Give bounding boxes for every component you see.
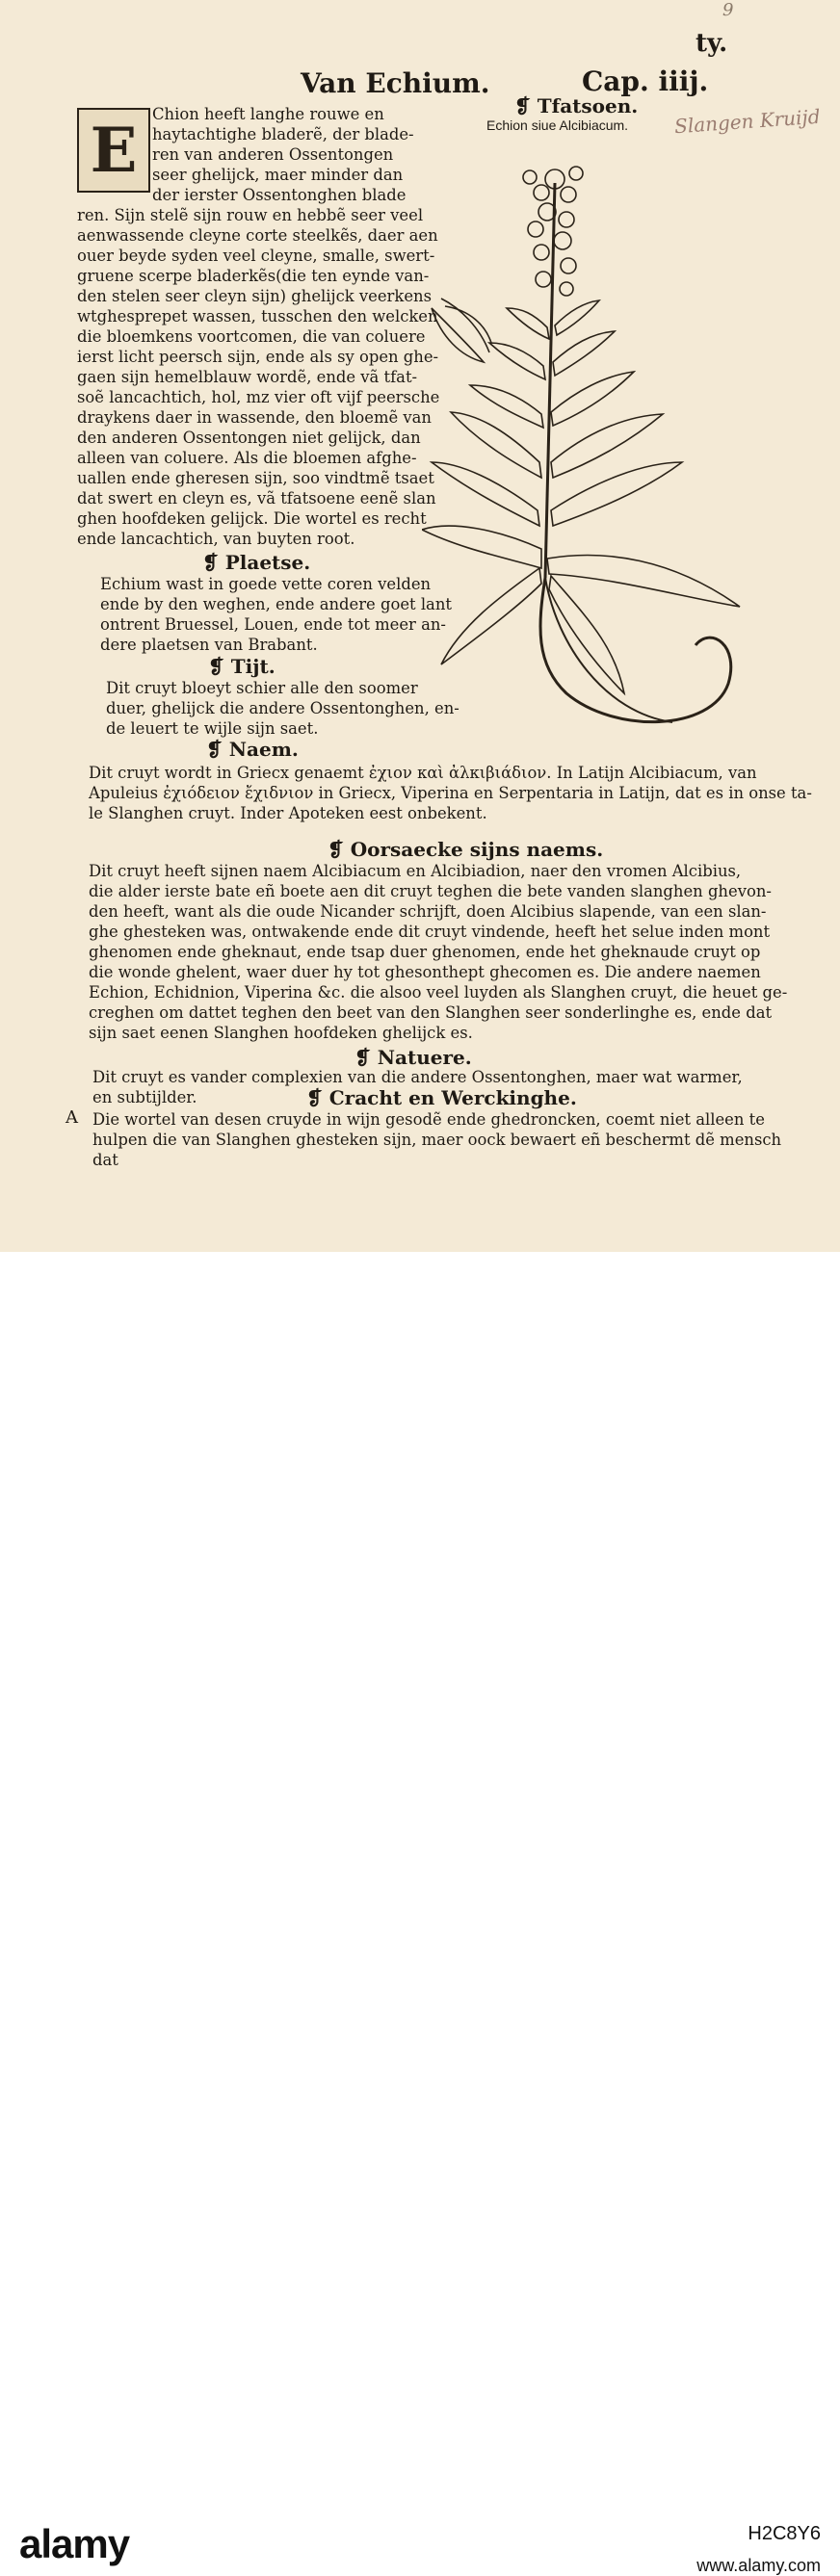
heading-oorsaecke: ❡ Oorsaecke sijns naems. — [328, 838, 604, 861]
text-line: aenwassende cleyne corte steelkẽs, daer aen — [77, 226, 438, 245]
text-line: hulpen die van Slanghen ghesteken sijn, maer oock bewaert eñ beschermt dẽ mensch — [92, 1131, 782, 1149]
plant-woodcut-illustration — [422, 144, 749, 751]
text-line: Echium wast in goede vette coren velden — [100, 575, 432, 593]
text-line: Chion heeft langhe rouwe en — [152, 105, 384, 123]
decorated-initial: E — [77, 108, 150, 193]
handwritten-note: Slangen Kruijd — [673, 104, 822, 139]
text-line: ghen hoofdeken gelijck. Die wortel es recht — [77, 509, 427, 528]
text-line: Apuleius ἐχιόδειον ἔχιδνιον in Griecx, Viperina en Serpentaria in Latijn, dat es in onse ta- — [89, 784, 812, 802]
chapter-number: Cap. iiij. — [582, 65, 709, 97]
text-line: alleen van coluere. Als die bloemen afghe- — [77, 449, 417, 467]
text-line: uallen ende gheresen sijn, soo vindtmẽ tsaet — [77, 469, 434, 487]
text-line: gruene scerpe bladerkẽs(die ten eynde van- — [77, 267, 430, 285]
text-line: sijn saet eenen Slanghen hoofdeken ghelijck es. — [89, 1024, 473, 1042]
text-line: die wonde ghelent, waer duer hy tot ghesonthept ghecomen es. Die andere naemen — [89, 963, 761, 981]
source-url: www.alamy.com — [696, 2556, 821, 2575]
text-line: Dit cruyt heeft sijnen naem Alcibiacum en Alcibiadion, naer den vromen Alcibius, — [89, 862, 742, 880]
text-line: draykens daer in wassende, den bloemẽ van — [77, 408, 432, 427]
text-line: Echion, Echidnion, Viperina &c. die alsoo veel luyden als Slanghen cruyt, die heuet ge- — [89, 983, 788, 1002]
image-id: H2C8Y6 — [748, 2523, 821, 2544]
text-line: ouer beyde syden veel cleyne, smalle, swert- — [77, 247, 435, 265]
text-line: Dit cruyt wordt in Griecx genaemt ἐχιον καὶ ἀλκιβιάδιον. In Latijn Alcibiacum, van — [89, 764, 757, 782]
text-line: Die wortel van desen cruyde in wijn gesodẽ ende ghedroncken, coemt niet alleen te — [92, 1110, 765, 1129]
text-line: creghen om dattet teghen den beet van den Slanghen seer sonderlinghe es, ende dat — [89, 1003, 773, 1022]
heading-cracht: ❡ Cracht en Werckinghe. — [306, 1086, 577, 1109]
brand-logo: alamy — [19, 2521, 130, 2566]
text-line: en subtijlder. — [92, 1088, 197, 1106]
text-line: den anderen Ossentongen niet gelijck, dan — [77, 429, 421, 447]
text-line: ren van anderen Ossentongen — [152, 145, 394, 164]
plaetse-paragraph — [100, 574, 452, 655]
text-line: ren. Sijn stelẽ sijn rouw en hebbẽ seer veel — [77, 206, 424, 224]
text-line: den stelen seer cleyn sijn) ghelijck veerkens — [77, 287, 432, 305]
text-line: wtghesprepet wassen, tusschen den welcken — [77, 307, 438, 325]
text-line: le Slanghen cruyt. Inder Apoteken eest onbekent. — [89, 804, 487, 822]
text-line: de leuert te wijle sijn saet. — [106, 719, 319, 738]
chapter-title: Van Echium. — [301, 67, 490, 99]
heading-fatsoen: ❡ Tfatsoen. — [514, 94, 639, 117]
text-line: haytachtighe bladerẽ, der blade- — [152, 125, 414, 143]
oorsaecke-paragraph — [89, 861, 787, 1043]
text-line: die alder ierste bate eñ boete aen dit cruyt teghen die bete vanden slanghen ghevon- — [89, 882, 772, 900]
heading-natuere: ❡ Natuere. — [354, 1046, 472, 1069]
text-line: duer, ghelijck die andere Ossentonghen, en- — [106, 699, 459, 717]
text-line: ghe ghesteken was, ontwakende ende dit cruyt vindende, heeft het selue inden mont — [89, 923, 771, 941]
text-line: Dit cruyt es vander complexien van die andere Ossentonghen, maer wat warmer, — [92, 1068, 743, 1086]
intro-paragraph — [77, 104, 439, 549]
text-line: ghenomen ende gheknaut, ende tsap duer ghenomen, ende het gheknaude cruyt op — [89, 943, 761, 961]
text-line: den heeft, want als die oude Nicander schrijft, doen Alcibius slapende, van een slan- — [89, 902, 767, 921]
text-line: gaen sijn hemelblauw wordẽ, ende vã tfat- — [77, 368, 418, 386]
heading-naem: ❡ Naem. — [206, 738, 299, 761]
text-line: ierst licht peersch sijn, ende als sy open ghe- — [77, 348, 439, 366]
margin-letter: A — [66, 1107, 78, 1128]
tijt-paragraph — [106, 678, 459, 739]
text-line: dat — [92, 1151, 118, 1169]
heading-plaetse: ❡ Plaetse. — [202, 551, 311, 574]
watermark-bar — [0, 1252, 840, 2575]
text-line: dere plaetsen van Brabant. — [100, 636, 318, 654]
plant-caption: Echion siue Alcibiacum. — [486, 117, 629, 133]
text-line: dat swert en cleyn es, vã tfatsoene eenẽ slan — [77, 489, 436, 507]
text-line: der ierster Ossentonghen blade — [152, 186, 407, 204]
text-line: ende by den weghen, ende andere goet lant — [100, 595, 452, 613]
text-line: soẽ lancachtich, hol, mz vier oft vijf peersche — [77, 388, 440, 406]
text-line: seer ghelijck, maer minder dan — [152, 166, 404, 184]
page-number: ty. — [696, 29, 728, 58]
text-line: die bloemkens voortcomen, die van coluere — [77, 327, 426, 346]
heading-tijt: ❡ Tijt. — [208, 655, 276, 678]
pencil-mark: 9 — [722, 0, 734, 20]
text-line: ende lancachtich, van buyten root. — [77, 530, 355, 548]
cracht-paragraph — [92, 1109, 781, 1170]
text-line: ontrent Bruessel, Louen, ende tot meer an- — [100, 615, 446, 634]
book-page — [0, 0, 840, 1252]
text-line: Dit cruyt bloeyt schier alle den soomer — [106, 679, 418, 697]
naem-paragraph — [89, 763, 812, 823]
